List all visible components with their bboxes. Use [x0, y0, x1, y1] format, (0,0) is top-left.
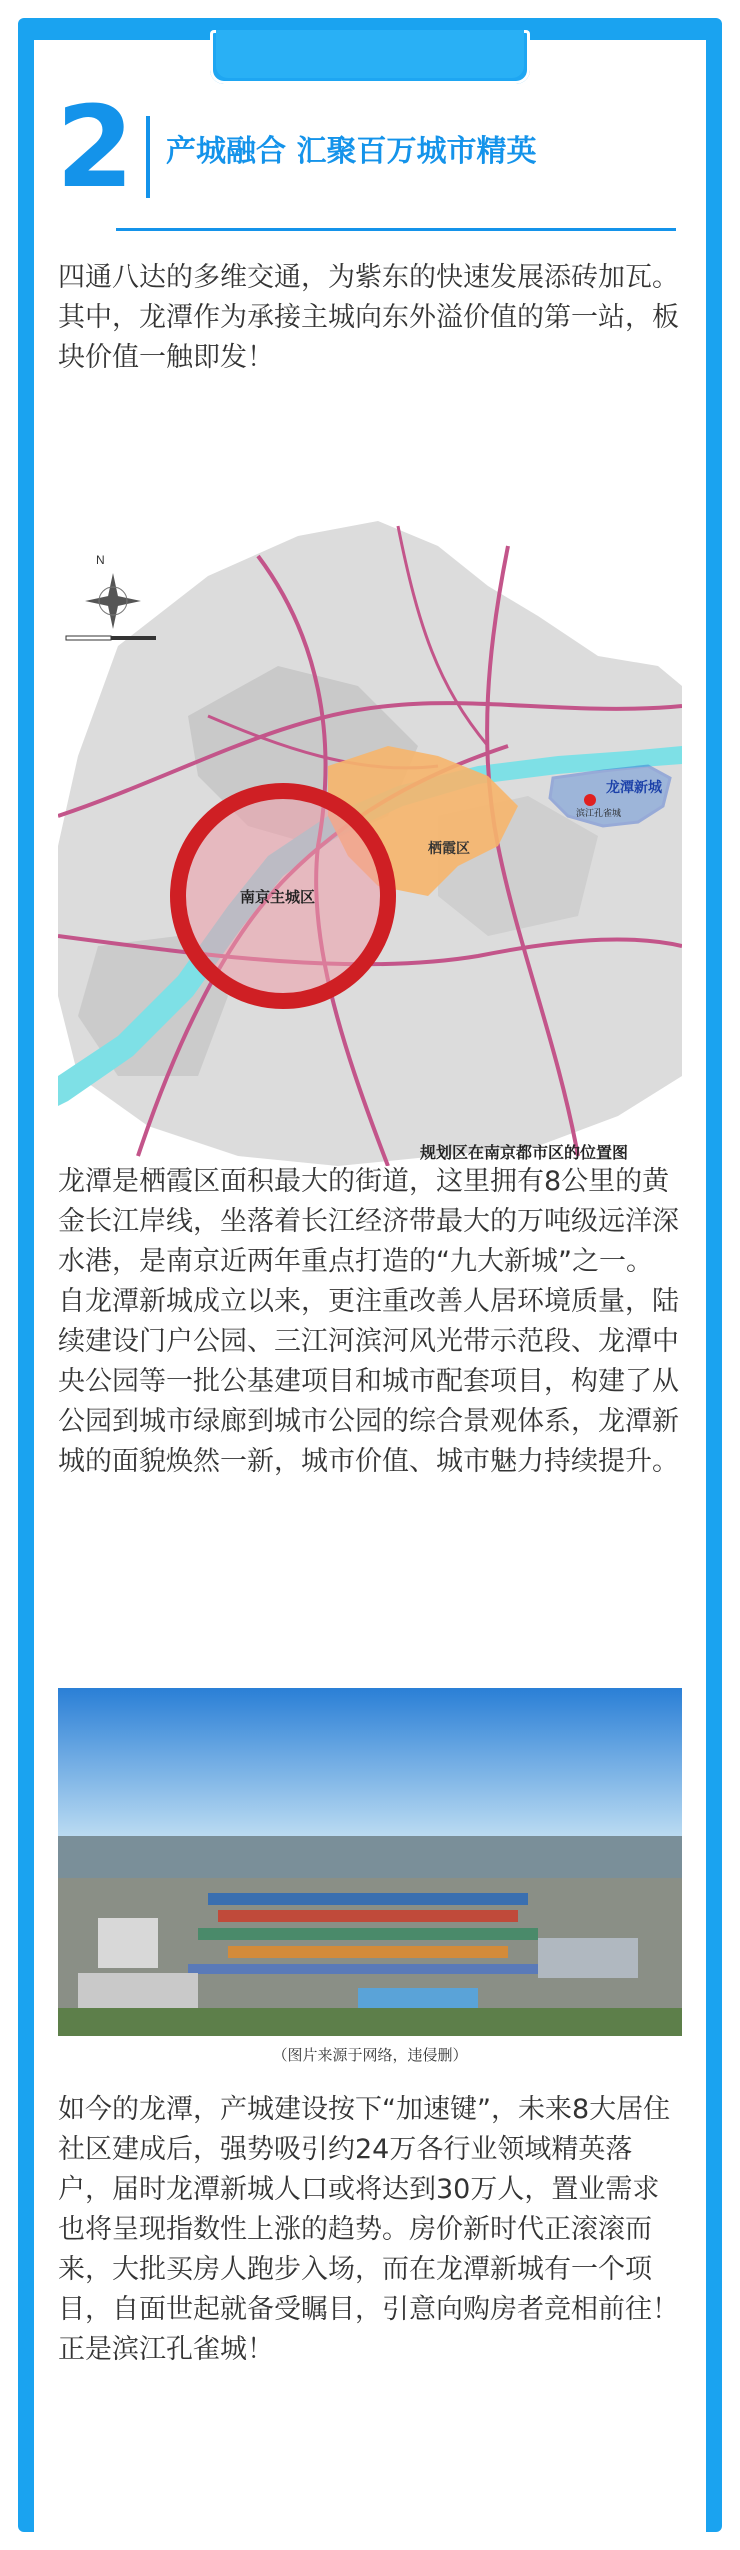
- section-title: 产城融合 汇聚百万城市精英: [166, 134, 537, 169]
- port-photo: [58, 1688, 682, 2036]
- map-north-label: N: [96, 553, 105, 567]
- section-number: 2: [56, 83, 134, 213]
- location-map: [58, 516, 682, 1166]
- section-underline: [116, 228, 676, 231]
- map-label-project: 滨江孔雀城: [576, 809, 622, 819]
- photo-caption: （图片来源于网络，违侵删）: [272, 2046, 468, 2064]
- intro-paragraph: 四通八达的多维交通，为紫东的快速发展添砖加瓦。其中，龙潭作为承接主城向东外溢价值的第一站，板块价值一触即发！: [58, 262, 679, 373]
- development-paragraph: 自龙潭新城成立以来，更注重改善人居环境质量，陆续建设门户公园、三江河滨河风光带示范段、龙潭中央公园等一批公基建项目和城市配套项目，构建了从公园到城市绿廊到城市公园的综合景观体系，龙潭新城的面貌焕然一新，城市价值、城市魅力持续提升。: [58, 1286, 679, 1477]
- outlook-paragraph: 如今的龙潭，产城建设按下“加速键”，未来8大居住社区建成后，强势吸引约24万各行业领域精英落户，届时龙潭新城人口或将达到30万人，置业需求也将呈现指数性上涨的趋势。房价新时代正滚滚而来，大批买房人跑步入场，而在龙潭新城有一个项目，自面世起就备受瞩目，引意向购房者竞相前往！正是滨江孔雀城！: [58, 2094, 679, 2365]
- map-label-main-city: 南京主城区: [240, 888, 316, 906]
- map-label-qixia: 栖霞区: [428, 841, 470, 857]
- header-tab: [210, 30, 530, 84]
- map-caption: 规划区在南京都市区的位置图: [420, 1143, 629, 1162]
- section-divider-bar: [146, 116, 150, 198]
- longtan-paragraph: 龙潭是栖霞区面积最大的街道，这里拥有8公里的黄金长江岸线，坐落着长江经济带最大的万吨级远洋深水港，是南京近两年重点打造的“九大新城”之一。: [58, 1166, 679, 1277]
- map-label-longtan: 龙潭新城: [606, 780, 662, 796]
